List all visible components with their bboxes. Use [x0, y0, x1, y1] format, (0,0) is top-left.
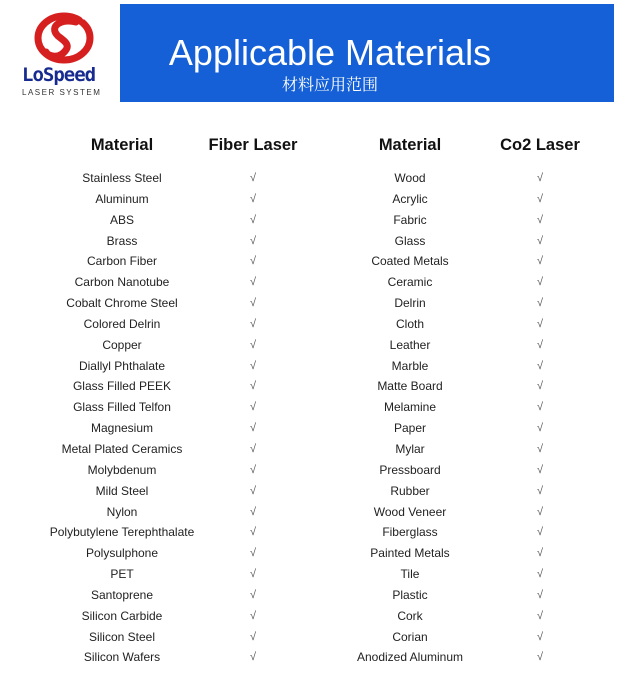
fiber-check-cell: √	[249, 276, 257, 289]
material-left-cell: Glass Filled PEEK	[72, 379, 172, 394]
page-subtitle: 材料应用范围	[281, 77, 378, 94]
material-left-cell: PET	[110, 567, 134, 582]
table-row	[0, 168, 632, 189]
co2-check-cell: √	[536, 172, 544, 184]
fiber-check-cell: √	[249, 588, 257, 601]
material-left-cell: Silicon Carbide	[81, 608, 163, 623]
co2-check-cell: √	[536, 505, 544, 518]
fiber-check-cell: √	[249, 609, 257, 622]
material-left-cell: Copper	[102, 337, 142, 352]
co2-check-cell: √	[536, 297, 544, 310]
logo-tagline: LASER SYSTEM	[22, 88, 102, 97]
table-row	[0, 647, 632, 668]
fiber-check-cell: √	[249, 338, 257, 351]
logo	[12, 4, 120, 102]
fiber-check-cell: √	[249, 505, 257, 518]
table-row	[0, 189, 632, 210]
fiber-check-cell: √	[249, 526, 257, 539]
co2-check-cell: √	[536, 234, 544, 247]
lospeed-logo-icon	[32, 10, 96, 66]
fiber-check-cell: √	[249, 484, 257, 497]
co2-check-cell: √	[536, 484, 544, 497]
material-left-cell: Polybutylene Terephthalate	[49, 525, 195, 540]
fiber-check-cell: √	[249, 547, 257, 560]
fiber-check-cell: √	[249, 317, 257, 330]
fiber-check-cell: √	[249, 255, 257, 268]
table-row	[0, 272, 632, 293]
fiber-check-cell: √	[249, 172, 257, 184]
material-right-cell: Tile	[400, 567, 420, 582]
material-left-cell: Santoprene	[90, 587, 154, 602]
co2-check-cell: √	[536, 526, 544, 539]
material-right-cell: Painted Metals	[370, 546, 450, 561]
column-header-fiber-laser: Fiber Laser	[208, 136, 298, 154]
material-left-cell: Colored Delrin	[83, 316, 161, 331]
co2-check-cell: √	[536, 568, 544, 581]
material-right-cell: Cloth	[395, 316, 424, 331]
fiber-check-cell: √	[249, 422, 257, 435]
material-right-cell: Rubber	[390, 483, 430, 498]
material-left-cell: ABS	[109, 212, 134, 227]
material-right-cell: Anodized Aluminum	[356, 650, 464, 665]
co2-check-cell: √	[536, 380, 544, 393]
co2-check-cell: √	[536, 401, 544, 414]
fiber-check-cell: √	[249, 568, 257, 581]
material-left-cell: Mild Steel	[95, 483, 149, 498]
co2-check-cell: √	[536, 588, 544, 601]
material-left-cell: Cobalt Chrome Steel	[66, 296, 178, 311]
material-left-cell: Metal Plated Ceramics	[61, 441, 183, 456]
material-left-cell: Diallyl Phthalate	[78, 358, 166, 373]
material-right-cell: Glass	[394, 233, 426, 248]
co2-check-cell: √	[536, 338, 544, 351]
table-row	[0, 606, 632, 627]
material-right-cell: Marble	[391, 358, 429, 373]
table-row	[0, 585, 632, 606]
fiber-check-cell: √	[249, 380, 257, 393]
material-right-cell: Wood Veneer	[373, 504, 447, 519]
table-row	[0, 231, 632, 252]
fiber-check-cell: √	[249, 297, 257, 310]
material-left-cell: Aluminum	[95, 191, 149, 206]
material-right-cell: Corian	[392, 629, 428, 644]
material-right-cell: Fabric	[393, 212, 427, 227]
fiber-check-cell: √	[249, 442, 257, 455]
table-row	[0, 564, 632, 585]
table-row	[0, 397, 632, 418]
material-right-cell: Cork	[397, 608, 423, 623]
material-right-cell: Acrylic	[392, 191, 428, 206]
material-right-cell: Mylar	[395, 441, 425, 456]
co2-check-cell: √	[536, 609, 544, 622]
material-right-cell: Ceramic	[387, 275, 433, 290]
material-left-cell: Polysulphone	[85, 546, 159, 561]
material-right-cell: Leather	[389, 337, 431, 352]
co2-check-cell: √	[536, 547, 544, 560]
table-row	[0, 210, 632, 231]
co2-check-cell: √	[536, 359, 544, 372]
material-left-cell: Magnesium	[90, 421, 154, 436]
table-row	[0, 418, 632, 439]
co2-check-cell: √	[536, 651, 544, 664]
co2-check-cell: √	[536, 213, 544, 226]
material-left-cell: Brass	[106, 233, 138, 248]
table-row	[0, 522, 632, 543]
fiber-check-cell: √	[249, 213, 257, 226]
co2-check-cell: √	[536, 442, 544, 455]
co2-check-cell: √	[536, 255, 544, 268]
material-right-cell: Coated Metals	[371, 254, 449, 269]
material-right-cell: Paper	[393, 421, 427, 436]
table-row	[0, 376, 632, 397]
material-left-cell: Nylon	[106, 504, 138, 519]
page-title: Applicable Materials	[168, 32, 492, 73]
material-left-cell: Stainless Steel	[82, 171, 162, 185]
table-row	[0, 439, 632, 460]
fiber-check-cell: √	[249, 192, 257, 205]
table-row	[0, 481, 632, 502]
co2-check-cell: √	[536, 276, 544, 289]
material-left-cell: Silicon Steel	[88, 629, 156, 644]
header-banner	[12, 4, 614, 102]
material-right-cell: Wood	[394, 171, 426, 185]
column-header-material-right: Material	[378, 136, 442, 154]
material-right-cell: Delrin	[394, 296, 426, 311]
material-right-cell: Plastic	[392, 587, 428, 602]
co2-check-cell: √	[536, 463, 544, 476]
column-header-material-left: Material	[90, 136, 154, 154]
materials-table	[0, 168, 632, 668]
table-row	[0, 502, 632, 523]
table-row	[0, 356, 632, 377]
logo-name: LoSpeed	[22, 64, 96, 86]
table-row	[0, 460, 632, 481]
material-left-cell: Glass Filled Telfon	[73, 400, 171, 415]
co2-check-cell: √	[536, 422, 544, 435]
material-right-cell: Pressboard	[379, 462, 441, 477]
fiber-check-cell: √	[249, 401, 257, 414]
column-header-co2-laser: Co2 Laser	[500, 136, 580, 154]
fiber-check-cell: √	[249, 630, 257, 643]
fiber-check-cell: √	[249, 359, 257, 372]
table-row	[0, 543, 632, 564]
material-left-cell: Silicon Wafers	[83, 650, 161, 665]
table-row	[0, 314, 632, 335]
table-row	[0, 335, 632, 356]
fiber-check-cell: √	[249, 651, 257, 664]
material-right-cell: Fiberglass	[382, 525, 438, 540]
fiber-check-cell: √	[249, 463, 257, 476]
co2-check-cell: √	[536, 192, 544, 205]
fiber-check-cell: √	[249, 234, 257, 247]
co2-check-cell: √	[536, 317, 544, 330]
table-row	[0, 627, 632, 648]
material-right-cell: Melamine	[383, 400, 437, 415]
co2-check-cell: √	[536, 630, 544, 643]
material-left-cell: Molybdenum	[87, 462, 157, 477]
table-row	[0, 251, 632, 272]
material-left-cell: Carbon Fiber	[86, 254, 158, 269]
material-left-cell: Carbon Nanotube	[74, 275, 170, 290]
material-right-cell: Matte Board	[377, 379, 443, 394]
table-row	[0, 293, 632, 314]
